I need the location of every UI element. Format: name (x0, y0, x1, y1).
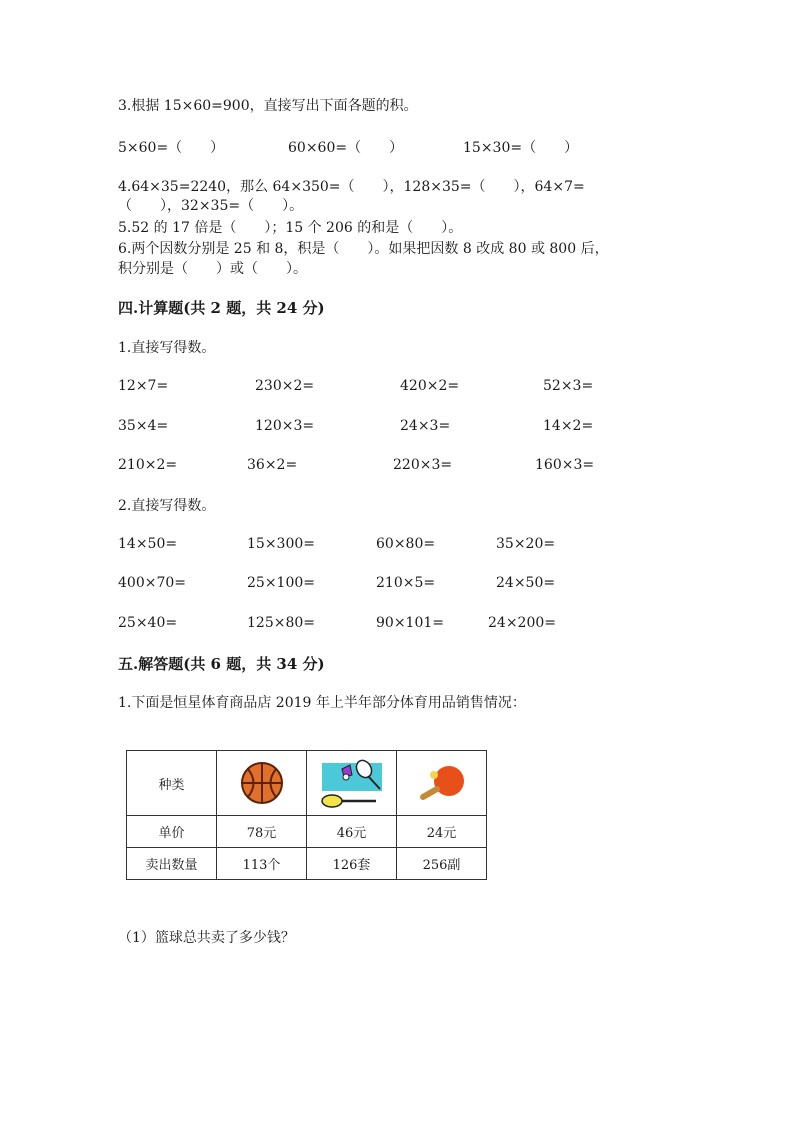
calc-item: 24×3= (400, 418, 451, 434)
table-row (127, 751, 487, 816)
question-3: 3.根据 15×60=900，直接写出下面各题的积。 (118, 98, 418, 114)
calc-item: 125×80= (247, 615, 315, 631)
table-row (127, 816, 487, 848)
calc-item: 120×3= (255, 418, 315, 434)
section-5-heading: 五.解答题(共 6 题，共 34 分) (118, 655, 325, 673)
section-4-heading: 四.计算题(共 2 题，共 24 分) (118, 299, 325, 317)
calc-item: 420×2= (400, 378, 460, 394)
calc-item: 25×40= (118, 615, 178, 631)
calc-item: 230×2= (255, 378, 315, 394)
calc-item: 14×50= (118, 536, 178, 552)
calc-item: 160×3= (535, 457, 595, 473)
table-header-label: 种类 (127, 751, 217, 816)
table-row (127, 848, 487, 880)
price-badminton: 46元 (307, 816, 397, 848)
sold-basketball: 113个 (217, 848, 307, 880)
sold-badminton: 126套 (307, 848, 397, 880)
basketball-icon (239, 760, 285, 806)
calc-item: 14×2= (543, 418, 594, 434)
price-ping-pong: 24元 (397, 816, 487, 848)
calc-item: 36×2= (247, 457, 298, 473)
question-6-line-2: 积分别是（ ）或（ ）。 (118, 261, 307, 277)
calc-item: 35×20= (496, 536, 556, 552)
ping-pong-cell (397, 751, 487, 816)
q3-item-1: 5×60=（ ） (118, 140, 225, 156)
badminton-icon (318, 755, 386, 811)
price-label: 单价 (127, 816, 217, 848)
calc-item: 15×300= (247, 536, 315, 552)
question-5: 5.52 的 17 倍是（ ）；15 个 206 的和是（ ）。 (118, 220, 463, 236)
calc-item: 24×200= (488, 615, 556, 631)
badminton-cell (307, 751, 397, 816)
calc-item: 60×80= (376, 536, 436, 552)
calc-item: 52×3= (543, 378, 594, 394)
basketball-cell (217, 751, 307, 816)
calc-item: 220×3= (393, 457, 453, 473)
question-4-line-1: 4.64×35=2240，那么 64×350=（ ），128×35=（ ），64×7= (118, 179, 585, 195)
section-4-q2: 2.直接写得数。 (118, 498, 216, 514)
section-5-sub-question-1: （1）篮球总共卖了多少钱？ (118, 930, 295, 946)
calc-item: 12×7= (118, 378, 169, 394)
calc-item: 90×101= (376, 615, 444, 631)
calc-item: 25×100= (247, 575, 315, 591)
calc-item: 210×5= (376, 575, 436, 591)
section-4-q1: 1.直接写得数。 (118, 340, 216, 356)
question-4-line-2: （ ），32×35=（ ）。 (118, 198, 304, 214)
sold-ping-pong: 256副 (397, 848, 487, 880)
q3-item-2: 60×60=（ ） (288, 140, 404, 156)
sold-label: 卖出数量 (127, 848, 217, 880)
ping-pong-icon (413, 761, 471, 805)
sales-table (126, 750, 487, 880)
calc-item: 400×70= (118, 575, 186, 591)
calc-item: 210×2= (118, 457, 178, 473)
calc-item: 35×4= (118, 418, 169, 434)
price-basketball: 78元 (217, 816, 307, 848)
calc-item: 24×50= (496, 575, 556, 591)
q3-item-3: 15×30=（ ） (463, 140, 579, 156)
question-6-line-1: 6.两个因数分别是 25 和 8，积是（ ）。如果把因数 8 改成 80 或 800 后， (118, 241, 609, 257)
section-5-q1: 1.下面是恒星体育商品店 2019 年上半年部分体育用品销售情况： (118, 695, 526, 711)
